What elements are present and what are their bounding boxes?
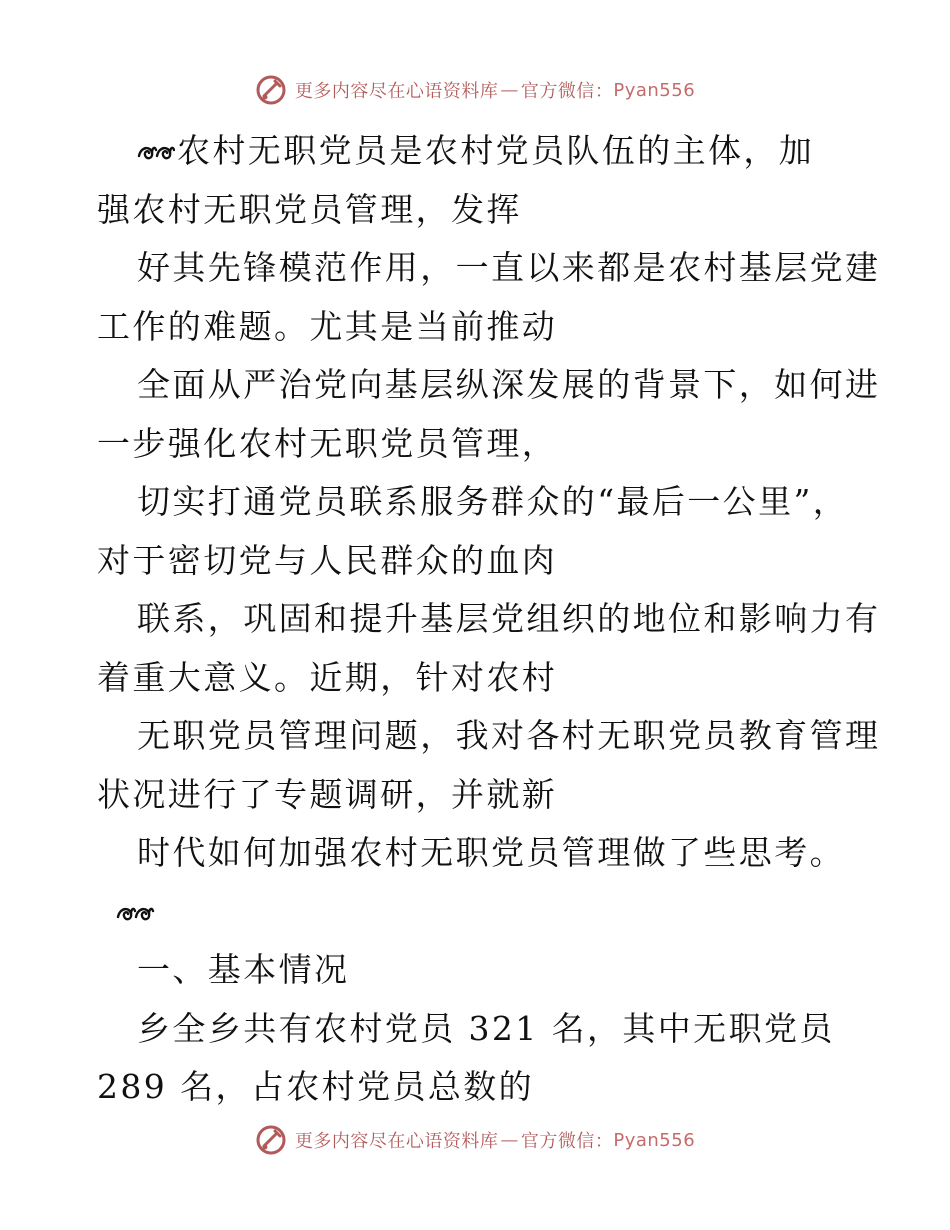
paragraph-line: 一步强化农村无职党员管理，	[97, 423, 558, 463]
brand-logo-icon	[255, 1124, 287, 1156]
paragraph-line: 对于密切党与人民群众的血肉	[97, 540, 558, 580]
paragraph-line: 状况进行了专题调研，并就新	[97, 774, 558, 814]
paragraph-line: 着重大意义。近期，针对农村	[97, 657, 558, 697]
paragraph-line: 全面从严治党向基层纵深发展的背景下，如何进	[137, 365, 881, 404]
header-wechat-id: Pyan556	[613, 79, 696, 101]
footer-separator: —	[500, 1129, 519, 1151]
paragraph-line: 切实打通党员联系服务群众的“最后一公里”，	[137, 482, 849, 521]
paragraph-line: 农村无职党员是农村党员队伍的主体，加	[97, 122, 857, 181]
ornament-icon	[97, 903, 173, 925]
header-watermark	[0, 70, 950, 110]
paragraph-line: 289 名，占农村党员总数的	[97, 1067, 535, 1106]
header-brand-text: 更多内容尽在心语资料库	[294, 81, 499, 102]
footer-watermark	[0, 1120, 950, 1160]
footer-wechat-label: 官方微信：	[520, 1131, 614, 1152]
paragraph-line: 乡全乡共有农村党员 321 名，其中无职党员	[137, 1008, 835, 1048]
ornament-line	[97, 883, 857, 942]
paragraph-line: 联系，巩固和提升基层党组织的地位和影响力有	[137, 599, 881, 638]
footer-brand-text: 更多内容尽在心语资料库	[294, 1131, 499, 1152]
paragraph-line: 无职党员管理问题，我对各村无职党员教育管理	[137, 716, 881, 755]
header-wechat-label: 官方微信：	[520, 81, 614, 102]
brand-logo-icon	[255, 74, 287, 106]
footer-wechat-id: Pyan556	[613, 1129, 696, 1151]
paragraph-line: 工作的难题。尤其是当前推动	[97, 306, 558, 346]
header-separator: —	[500, 79, 519, 101]
section-heading: 一、基本情况	[137, 950, 350, 989]
document-body	[97, 122, 881, 1117]
ornament-icon	[137, 142, 175, 164]
paragraph-line: 强农村无职党员管理，发挥	[97, 189, 522, 229]
paragraph-line: 时代如何加强农村无职党员管理做了些思考。	[137, 833, 845, 872]
paragraph-line: 好其先锋模范作用，一直以来都是农村基层党建	[137, 248, 881, 287]
